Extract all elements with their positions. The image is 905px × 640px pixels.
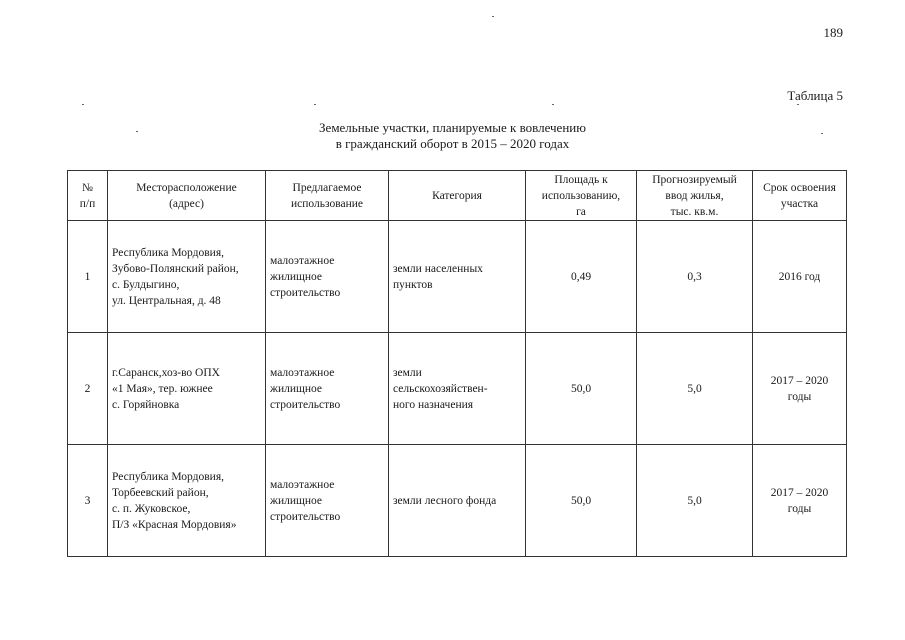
cell-use: малоэтажное жилищное строительство [266,445,389,557]
page-number: 189 [823,25,843,40]
cell-number: 1 [68,221,108,333]
cell-location: Республика Мордовия, Зубово-Полянский район, с. Булдыгино, ул. Центральная, д. 48 [108,221,266,333]
scan-speck [552,104,554,105]
cell-use: малоэтажное жилищное строительство [266,333,389,445]
cell-term: 2016 год [753,221,847,333]
header-housing: Прогнозируемый ввод жилья, тыс. кв.м. [637,171,753,221]
scan-speck [136,131,138,132]
table-label: Таблица 5 [787,88,843,103]
table-header-row [68,171,847,221]
table-row [68,221,847,333]
header-term: Срок освоения участка [753,171,847,221]
cell-housing: 5,0 [637,445,753,557]
cell-area: 0,49 [526,221,637,333]
cell-location: г.Саранск,хоз-во ОПХ «1 Мая», тер. южнее с. Горяйновка [108,333,266,445]
cell-area: 50,0 [526,333,637,445]
land-plots-table [67,170,847,557]
cell-category: земли лесного фонда [389,445,526,557]
cell-housing: 5,0 [637,333,753,445]
table-row [68,333,847,445]
scan-speck [492,16,494,17]
cell-area: 50,0 [526,445,637,557]
header-category: Категория [389,171,526,221]
cell-housing: 0,3 [637,221,753,333]
scan-speck [82,104,84,105]
cell-location: Республика Мордовия, Торбеевский район, с. п. Жуковское, П/З «Красная Мордовия» [108,445,266,557]
cell-term: 2017 – 2020 годы [753,333,847,445]
cell-number: 2 [68,333,108,445]
scan-speck [314,104,316,105]
cell-number: 3 [68,445,108,557]
page-title [0,120,905,152]
header-use: Предлагаемое использование [266,171,389,221]
header-location: Месторасположение (адрес) [108,171,266,221]
header-area: Площадь к использованию, га [526,171,637,221]
table-row [68,445,847,557]
scan-speck [797,104,799,105]
cell-category: земли населенных пунктов [389,221,526,333]
header-number: № п/п [68,171,108,221]
cell-term: 2017 – 2020 годы [753,445,847,557]
cell-use: малоэтажное жилищное строительство [266,221,389,333]
title-line-1: Земельные участки, планируемые к вовлечению [319,120,586,135]
cell-category: земли сельскохозяйствен- ного назначения [389,333,526,445]
title-line-2: в гражданский оборот в 2015 – 2020 годах [335,136,570,151]
scan-speck [821,133,823,134]
